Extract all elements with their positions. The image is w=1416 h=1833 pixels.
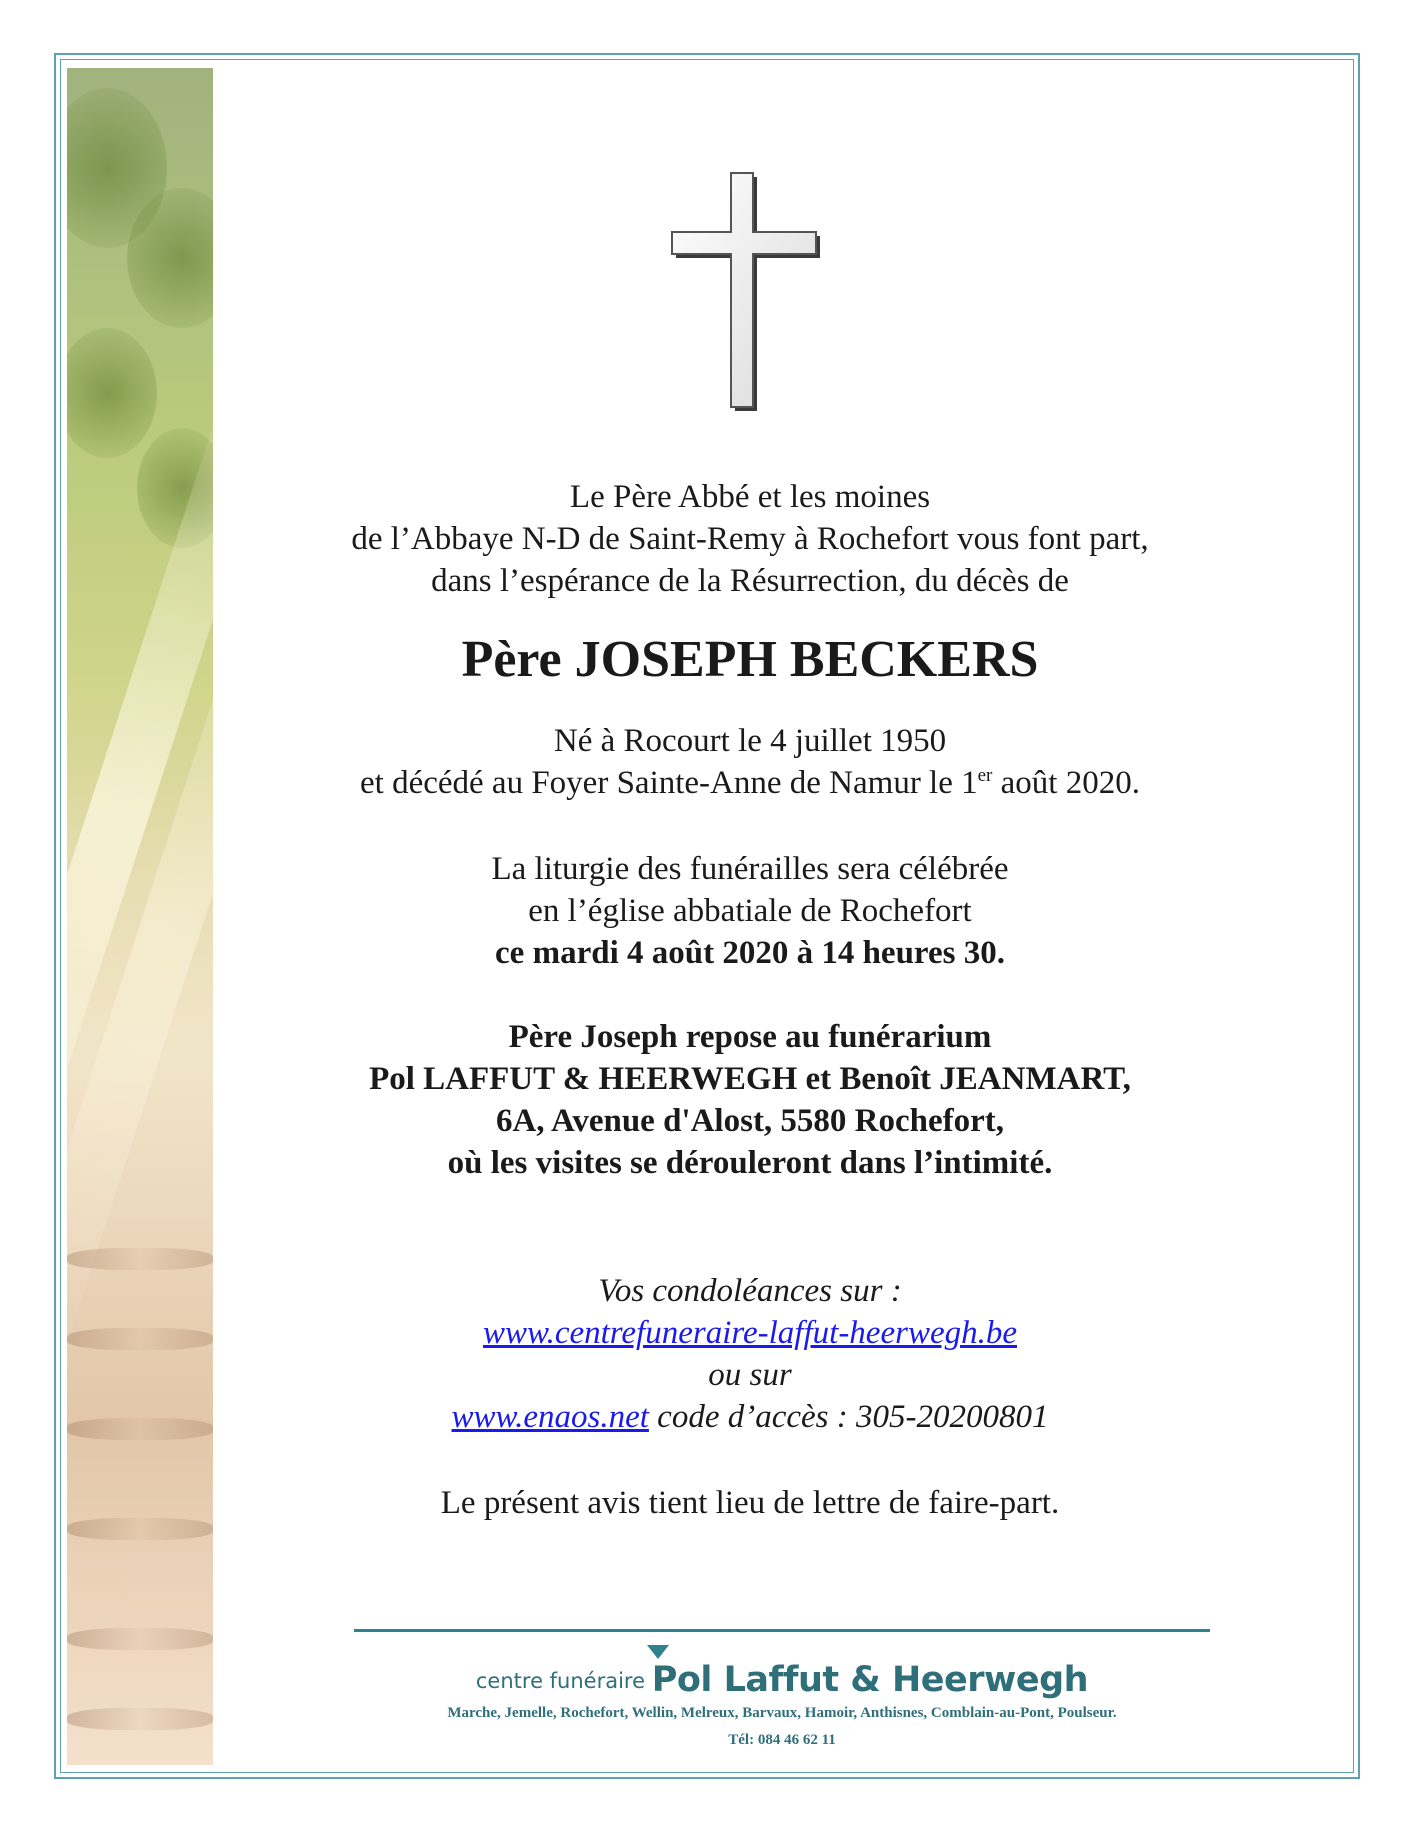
logo-triangle-icon [647, 1645, 669, 1659]
access-code: code d’accès : 305-20200801 [648, 1399, 1049, 1435]
liturgy-line-2: en l’église abbatiale de Rochefort [528, 893, 972, 929]
funerarium-address: 6A, Avenue d'Alost, 5580 Rochefort, [495, 1103, 1005, 1139]
announcement-text [250, 476, 1250, 1524]
death-line [250, 762, 1250, 804]
funerarium-line-1: Père Joseph repose au funérarium [508, 1019, 992, 1055]
funerarium-line-2: Pol LAFFUT & HEERWEGH et Benoît JEANMART, [369, 1061, 1131, 1097]
footer-phone: Tél: 084 46 62 11 [728, 1732, 836, 1748]
intro-line-3: dans l’espérance de la Résurrection, du décès de [431, 563, 1069, 599]
death-line-date: août 2020. [992, 765, 1140, 801]
condolences-heading: Vos condoléances sur : [598, 1273, 902, 1309]
enaos-link[interactable]: www.enaos.net [451, 1399, 649, 1435]
funerarium-line-4: où les visites se dérouleront dans l’intimité. [447, 1145, 1053, 1181]
funeral-home-logo [354, 1660, 1210, 1700]
logo-name: Pol Laffut & Heerwegh [651, 1660, 1089, 1700]
intro-line-1: Le Père Abbé et les moines [569, 479, 931, 515]
condolences-or: ou sur [708, 1357, 792, 1393]
ordinal-suffix: er [977, 765, 993, 786]
forest-path-photo [67, 68, 213, 1765]
footer-towns: Marche, Jemelle, Rochefort, Wellin, Melreux, Barvaux, Hamoir, Anthisnes, Comblain-au-Pont, Poulseur. [447, 1705, 1117, 1721]
liturgy-line-1: La liturgie des funérailles sera célébrée [491, 851, 1009, 887]
logo-prefix: centre funéraire [475, 1669, 652, 1693]
footer-divider [354, 1629, 1210, 1632]
deceased-name: Père JOSEPH BECKERS [461, 631, 1039, 688]
closing-note: Le présent avis tient lieu de lettre de faire-part. [440, 1485, 1060, 1521]
death-line-text: et décédé au Foyer Sainte-Anne de Namur le 1 [360, 765, 978, 801]
liturgy-datetime: ce mardi 4 août 2020 à 14 heures 30. [495, 935, 1005, 971]
cross-icon [668, 169, 822, 411]
intro-line-2: de l’Abbaye N-D de Saint-Remy à Rochefort vous font part, [351, 521, 1149, 557]
funeral-center-link[interactable]: www.centrefuneraire-laffut-heerwegh.be [483, 1315, 1017, 1351]
birth-line: Né à Rocourt le 4 juillet 1950 [553, 723, 947, 759]
